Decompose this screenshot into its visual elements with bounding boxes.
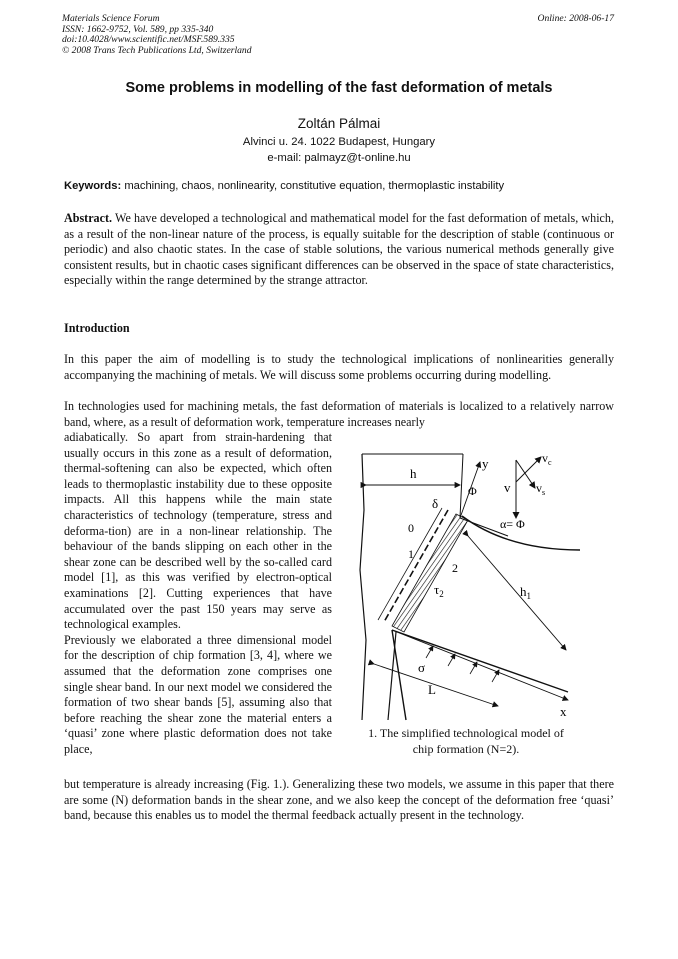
chip-length-dim [468, 536, 566, 650]
label-alpha: α= Φ [500, 517, 525, 531]
tool-flank-1 [392, 630, 406, 720]
abstract-text: We have developed a technological and mathematical model for the fast deformation of metals, which, as a result of the non-linear nature of the process, is equally suitable for the description of stable (continuous or periodic) and also chaotic states. In the case of stable solutions, the various numerical methods generally give consistent results, but in chaotic cases significant differences can be observed in the space of state characteristics, especially within the range determined by the strange attractor. [64, 211, 614, 288]
label-x: x [560, 704, 567, 719]
label-vs-main: v [536, 481, 542, 495]
label-tau2 [434, 582, 444, 599]
workpiece-outline [360, 454, 366, 720]
label-v: v [504, 480, 511, 495]
label-1: 1 [408, 547, 414, 561]
label-vc-main: v [542, 451, 548, 465]
abstract-label: Abstract. [64, 211, 113, 225]
author-email: e-mail: palmayz@t-online.hu [267, 151, 411, 164]
intro-paragraph-3: Previously we elaborated a three dimensional model for the description of chip formation [3, 4], where we assumed that the deformation zone comprises one single shear band. In our next model we considered the formation of two shear bands [5], assuming also that before reaching the shear zone the material enters a ‘quasi’ zone where plastic deformation does not take place, [64, 632, 332, 756]
author-affiliation [0, 135, 678, 166]
label-0: 0 [408, 521, 414, 535]
label-h1-sub: 1 [526, 591, 531, 601]
label-vs [536, 481, 545, 497]
journal-header [62, 14, 252, 56]
journal-issn: ISSN: 1662-9752, Vol. 589, pp 335-340 [62, 23, 214, 35]
intro-column-text [64, 430, 332, 757]
figure-caption [344, 726, 588, 757]
label-vs-sub: s [542, 488, 546, 497]
tool-rake-face [460, 454, 463, 518]
section-heading-introduction: Introduction [64, 321, 130, 335]
label-tau-sub: 2 [439, 589, 444, 599]
label-vc [542, 451, 552, 467]
author-address: Alvinci u. 24. 1022 Budapest, Hungary [242, 136, 436, 148]
intro-paragraph-1: In this paper the aim of modelling is to study the technological implications of nonlinearities generally accompanying the machining of metals. We will discuss some problems occurring during modelling. [64, 352, 614, 382]
label-2: 2 [452, 561, 458, 575]
label-y: y [482, 456, 489, 471]
label-phi: Φ [468, 484, 477, 498]
paper-title: Some problems in modelling of the fast deformation of metals [125, 80, 553, 96]
online-date: Online: 2008-06-17 [537, 13, 614, 24]
chip-formation-figure [348, 440, 584, 725]
intro-paragraph-2-continued: adiabatically. So apart from strain-hardening that usually occurs in this zone as a result of deformation, thermal-softening can also be expected, which often leads to thermoplastic instability due to these opposite impacts. All this happens while the main state characteristics of technology (temperature, stress and deforma-tion) are in a non-linear relationship. The behaviour of the bands slipping on each other in the shear zone can be described well by the so-called card model [1], as this was verified by electron-optical examinations [2]. Cutting experiences that have accumulated over the past 150 years may serve as technological examples. [64, 430, 332, 632]
keywords-text: machining, chaos, nonlinearity, constitutive equation, thermoplastic instability [124, 180, 505, 192]
sigma-arrow-2 [448, 654, 455, 666]
author-name: Zoltán Pálmai [297, 116, 381, 131]
label-sigma: σ [418, 660, 426, 675]
velocity-vs [516, 460, 535, 488]
label-L: L [428, 682, 436, 697]
journal-name: Materials Science Forum [62, 13, 160, 24]
intro-paragraph-3-continued: but temperature is already increasing (Fig. 1.). Generalizing these two models, we assume in this paper that there are some (N) deformation bands in the shear zone, and we also keep the concept of the deformation free ‘quasi’ band, because this enables us to model the thermal feedback actually present in the technology. [64, 777, 614, 823]
abstract [64, 211, 614, 289]
label-tau-main: τ [434, 582, 440, 597]
tool-flank-2 [388, 632, 396, 720]
keywords [64, 180, 624, 192]
label-h1-main: h [520, 584, 527, 599]
intro-paragraph-2: In technologies used for machining metals, the fast deformation of materials is localized to a relatively narrow band, where, as a result of deformation work, temperature increases nearly [64, 399, 614, 429]
label-h: h [410, 466, 417, 481]
journal-copyright: © 2008 Trans Tech Publications Ltd, Switzerland [62, 44, 252, 56]
caption-line-2: chip formation (N=2). [412, 741, 520, 756]
caption-line-1: 1. The simplified technological model of [368, 726, 564, 740]
journal-doi: doi:10.4028/www.scientific.net/MSF.589.335 [62, 34, 235, 46]
sigma-arrow-1 [426, 646, 433, 658]
label-h1 [520, 584, 531, 601]
chip-formation-diagram [348, 440, 584, 725]
keywords-label: Keywords: [64, 180, 122, 192]
label-vc-sub: c [548, 458, 552, 467]
label-delta: δ [432, 496, 439, 511]
